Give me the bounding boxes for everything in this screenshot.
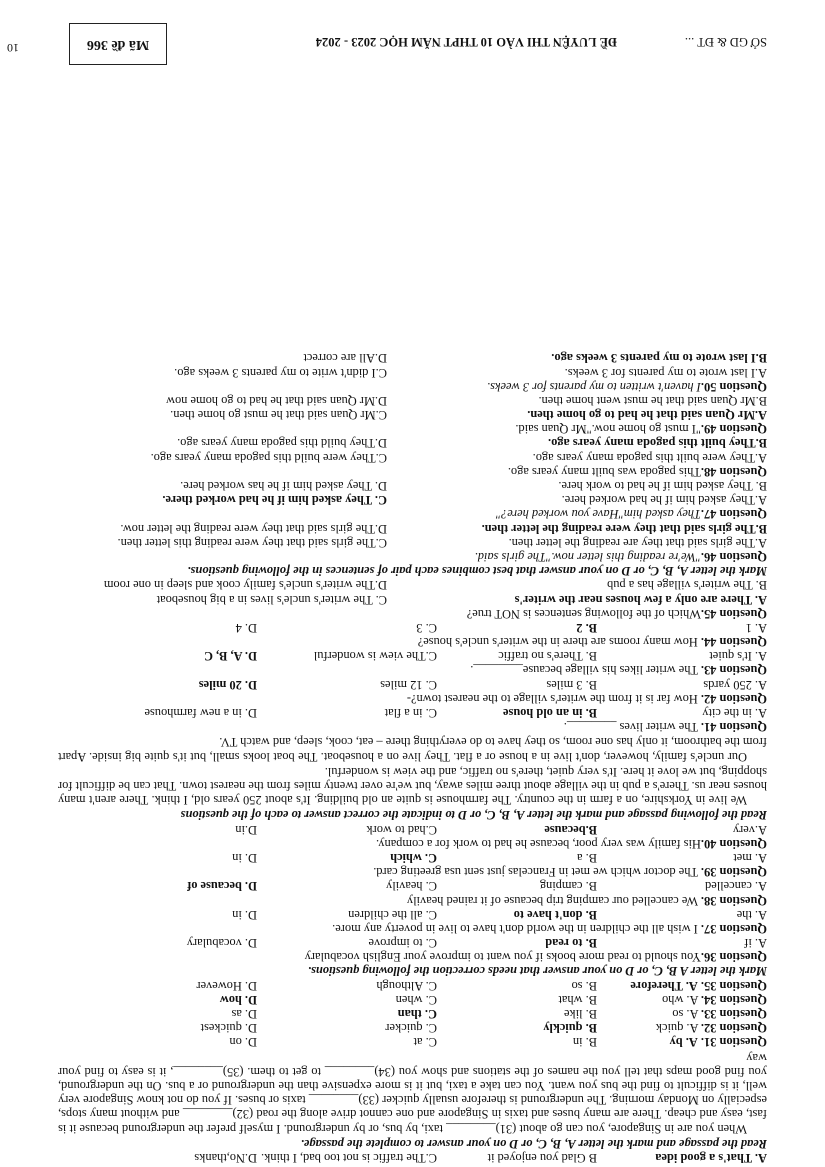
option-b: B Glad you enjoyed it <box>487 1151 597 1165</box>
option-d: D.The girls said that they were reading the letter now. <box>120 521 387 536</box>
option-d: D. quickest <box>200 1021 257 1036</box>
option-d: D. in a new farmhouse <box>144 706 257 721</box>
question-row <box>58 450 767 464</box>
option-b: B. quickly <box>543 1021 597 1036</box>
option-a: A. cancelled <box>705 879 767 894</box>
question-row <box>58 978 767 992</box>
question-row <box>58 677 767 691</box>
question-row <box>58 706 767 720</box>
question-row <box>58 1035 767 1049</box>
option-a: A. so <box>672 1007 699 1022</box>
option-a: A.I last wrote to my parents for 3 weeks. <box>564 365 767 380</box>
option-d: D. vocabulary <box>186 936 257 951</box>
question-row <box>58 993 767 1007</box>
question-row <box>58 493 767 507</box>
reading-instruction: Read the following passage and mark the letter A, B, C, or D to indicate the correct answer to each of the questions <box>180 808 767 823</box>
option-d: D.No,thanks <box>194 1151 257 1165</box>
question-stem: Question 46."We're reading this letter now."The girls said. <box>474 549 767 564</box>
option-a: A. met <box>733 850 767 865</box>
option-c: C. than <box>397 1007 437 1022</box>
option-d: D. how <box>219 992 257 1007</box>
question-stem: Question 50.I haven't written to my parents for 3 weeks. <box>487 379 767 394</box>
question-label: Question 33. <box>700 1007 767 1022</box>
question-stem: Question 39. The doctor which we met in Francelas just sent usa greeting card. <box>373 865 767 880</box>
question-row <box>58 479 767 493</box>
option-a: A. in the city <box>702 706 767 721</box>
option-c: C. which <box>390 850 437 865</box>
question-row <box>58 365 767 379</box>
option-c: C.The view is wonderful <box>313 649 437 664</box>
question-stem: Question 44. How many rooms are there in the writer's uncle's house? <box>417 635 767 650</box>
option-a: A. the <box>736 907 767 922</box>
question-row <box>58 908 767 922</box>
question-row <box>58 592 767 606</box>
question-label: Question 32. <box>700 1021 767 1036</box>
option-a: A. That's a good idea <box>655 1151 767 1165</box>
option-b: B. what <box>558 992 597 1007</box>
question-stem: Question 45.Which of the following sentences is NOT true? <box>466 606 767 621</box>
question-stem: Question 38. We cancelled our camping trip because of it rained heavily <box>406 893 767 908</box>
option-d: D. A, B, C <box>203 649 257 664</box>
question-stem: Question 37. I wish all the children in the world don't have to live in poverty any more. <box>332 921 767 936</box>
exam-code-box: Mã đề 366 <box>69 23 167 65</box>
option-c: C. quicker <box>385 1021 437 1036</box>
option-d: D. 20 miles <box>198 677 257 692</box>
option-d: D. in <box>232 850 257 865</box>
option-a: A.They asked him if he had worked here. <box>561 493 767 508</box>
option-d: D. on <box>229 1035 257 1050</box>
question-row <box>58 578 767 592</box>
option-a: A.very <box>732 822 767 837</box>
option-d: D.All are correct <box>303 351 387 366</box>
option-c: C. when <box>395 992 437 1007</box>
option-b: B. camping <box>539 879 597 894</box>
option-d: D. because of <box>187 879 257 894</box>
question-row <box>58 436 767 450</box>
option-a: A. by <box>669 1035 698 1050</box>
option-b: B. in an old house <box>502 706 597 721</box>
question-stem: Question 42. How far is it from the writer's village to the nearest town?- <box>406 691 767 706</box>
option-c: C. 12 miles <box>380 677 437 692</box>
question-label: Question 35. <box>700 978 767 993</box>
option-b: B.The girls said that they were reading the letter then. <box>481 521 767 536</box>
question-row <box>58 394 767 408</box>
question-stem: Question 49."I must go home now."Mr Quan said. <box>515 422 767 437</box>
option-b: B. so <box>571 978 597 993</box>
option-c: C. Although <box>376 978 437 993</box>
reading-paragraph-1: We live in Yorkshire, on a farm in the country. The farmhouse is quite an old building. It's about 250 years old, I think. There aren't many houses near us. There's a pub in the village about three miles away, but we're over twenty miles from the nearest town. That can be difficult for shopping, but we love it here. It's very quiet, there's no traffic, and the view is wonderful. <box>58 764 767 808</box>
option-b: B. don't have to <box>513 907 597 922</box>
option-b: B. 3 miles <box>546 677 597 692</box>
option-d: D. 4 <box>235 620 257 635</box>
option-d: D.They build this pagoda many years ago. <box>177 436 387 451</box>
question-stem: Question 43. The writer likes his village because________. <box>470 663 767 678</box>
cloze-passage: When you are in Singapore, you can go about (31)________ taxi, by bus, or by underground. I myself prefer the underground because it is fast, easy and cheap. There are many buses and taxis in Singapore and one cannot drive along the road (32)________ and without many stops, especially on Monday morning. The underground is therefore usually quicker (33)________ taxis or buses. If you do not know Singapore very well, it is difficult to find the bus you want. You can take a taxi, but it is more expensive than the underground or a bus. On the underground, you find good maps that tell you the names of the stations and show you (34)________ to get to them. (35)________, it is easy to find your way <box>58 1050 767 1136</box>
option-d: D. as <box>231 1007 257 1022</box>
option-d: D. in <box>232 907 257 922</box>
option-c: C.The traffic is not too bad, I think. <box>261 1151 437 1165</box>
page-number: 10 <box>7 41 19 55</box>
question-row <box>58 351 767 365</box>
question-row <box>58 936 767 950</box>
question-row <box>58 649 767 663</box>
page-title: ĐỀ LUYỆN THI VÀO 10 THPT NĂM HỌC 2023 - 2024 <box>315 35 617 49</box>
option-a: A. if <box>744 936 767 951</box>
option-b: B.Mr Quan said that he must went home then. <box>538 393 767 408</box>
option-b: B. 2 <box>576 620 597 635</box>
question-stem: Question 48.This pagoda was built many years ago. <box>507 464 767 479</box>
option-d: D.Mr Quan said that he had to go home now <box>166 393 387 408</box>
option-d: D. They asked him if he has worked here. <box>180 479 387 494</box>
question-stem: Question 36.You should to read more books if you want to improve your English vocabulary <box>304 950 767 965</box>
option-c: C. 3 <box>416 620 437 635</box>
question-label: Question 34. <box>700 992 767 1007</box>
question-row <box>58 408 767 422</box>
option-b: B. like <box>563 1007 597 1022</box>
question-row <box>58 621 767 635</box>
option-b: B. in <box>572 1035 597 1050</box>
option-c: C.Mr Quan said that he must go home then. <box>170 408 387 423</box>
option-b: B.I last wrote to my parents 3 weeks ago. <box>551 351 767 366</box>
option-d: D. However <box>196 978 257 993</box>
combine-instruction: Mark the letter A, B, C, or D on your answer that best combines each pair of sentences in the following questions. <box>187 564 767 579</box>
correction-instruction: Mark the letter A B, C, or D on your answer that needs correction the following questions. <box>307 964 767 979</box>
option-a: A. 1 <box>745 620 767 635</box>
question-label: Question 31. <box>700 1035 767 1050</box>
option-c: C.They were build this pagoda many years ago. <box>150 450 387 465</box>
top-options-row-1 <box>58 1151 767 1165</box>
cloze-instruction: Read the passage and mark the letter A, B, C, or D on your answer to complete the passage. <box>300 1136 767 1151</box>
option-c: C. heavily <box>386 879 437 894</box>
option-a: A. Therefore <box>630 978 698 993</box>
option-c: C.had to work <box>366 822 437 837</box>
option-c: C. The writer's uncle's lives in a big houseboat <box>156 592 387 607</box>
option-c: C. in a flat <box>384 706 437 721</box>
option-c: C.The girls said that they were reading this letter then. <box>117 535 387 550</box>
option-c: C. at <box>413 1035 437 1050</box>
option-c: C.I didn't write to my parents 3 weeks ago. <box>174 365 387 380</box>
option-c: C. all the children <box>348 907 437 922</box>
question-row <box>58 851 767 865</box>
option-b: B. The writer's village has a pub <box>607 578 767 593</box>
option-a: A. quick <box>655 1021 699 1036</box>
reading-paragraph-2: Our uncle's family, however, don't live in a house or a flat. They live on a houseboat. The boat looks small, but it's quite big inside. Apart from the bathroom, it only has one room, so they have to do everything there – eat, cook, sleep, and watch TV. <box>58 735 767 764</box>
option-b: B. to read <box>545 936 597 951</box>
question-row <box>58 879 767 893</box>
question-row <box>58 536 767 550</box>
question-row <box>58 521 767 535</box>
option-b: B. They asked him if he had to work here. <box>558 479 767 494</box>
page-header <box>7 13 767 65</box>
option-d: D.The writer's uncle's family cook and sleep in one room <box>103 578 387 593</box>
option-a: A.Mr Quan said that he had to go home then. <box>527 408 767 423</box>
question-row <box>58 1007 767 1021</box>
option-a: A. There are only a few houses near the writer's <box>514 592 767 607</box>
option-a: A.The girls said that they are reading the letter then. <box>508 535 767 550</box>
option-d: D.in <box>235 822 257 837</box>
option-c: C. to improve <box>368 936 437 951</box>
option-a: A.They were built this pagoda many years ago. <box>532 450 767 465</box>
option-b: B. a <box>577 850 597 865</box>
question-stem: Question 40.His family was very poor, because he had to work for a company. <box>376 836 767 851</box>
option-a: A. It's quiet <box>709 649 767 664</box>
option-c: C. They asked him if he had worked there. <box>162 493 387 508</box>
question-row <box>58 1021 767 1035</box>
option-b: B. There's no traffic <box>498 649 597 664</box>
exam-body <box>58 351 767 1165</box>
question-row <box>58 822 767 836</box>
question-stem: Question 41. The writer lives ________. <box>563 720 767 735</box>
department-label: SỞ GD & ĐT ... <box>684 35 767 49</box>
option-b: B.because <box>544 822 597 837</box>
option-a: A. who <box>662 992 699 1007</box>
option-b: B.They built this pagoda many years ago. <box>548 436 767 451</box>
question-stem: Question 47.They asked him"Have you worked here?" <box>495 507 767 522</box>
option-a: A. 250 yards <box>703 677 767 692</box>
